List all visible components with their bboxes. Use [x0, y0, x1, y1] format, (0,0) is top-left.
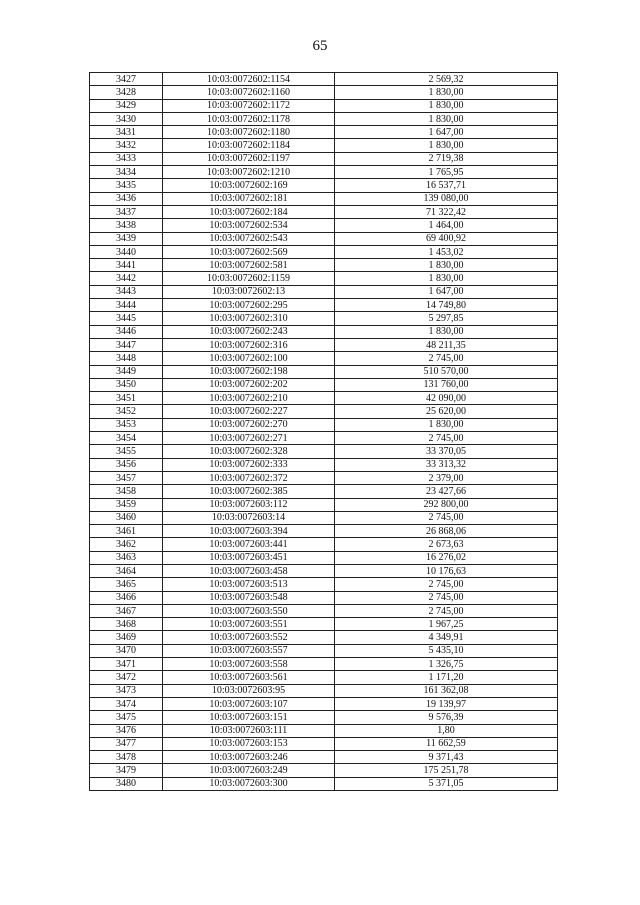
- row-number-cell: 3444: [90, 299, 163, 312]
- cadastral-value-cell: 2 745,00: [335, 511, 558, 524]
- table-row: [90, 86, 558, 99]
- cadastral-value-cell: 161 362,08: [335, 684, 558, 697]
- row-number-cell: 3457: [90, 471, 163, 484]
- cadastral-number-cell: 10:03:0072603:513: [163, 578, 335, 591]
- cadastral-number-cell: 10:03:0072603:107: [163, 697, 335, 710]
- cadastral-value-cell: 2 569,32: [335, 73, 558, 86]
- row-number-cell: 3433: [90, 152, 163, 165]
- table-row: [90, 285, 558, 298]
- cadastral-value-cell: 175 251,78: [335, 764, 558, 777]
- row-number-cell: 3455: [90, 445, 163, 458]
- cadastral-number-cell: 10:03:0072602:310: [163, 312, 335, 325]
- cadastral-number-cell: 10:03:0072603:441: [163, 538, 335, 551]
- cadastral-value-cell: 2 745,00: [335, 432, 558, 445]
- table-row: [90, 219, 558, 232]
- table-row: [90, 126, 558, 139]
- cadastral-value-cell: 23 427,66: [335, 485, 558, 498]
- row-number-cell: 3443: [90, 285, 163, 298]
- cadastral-value-cell: 9 371,43: [335, 751, 558, 764]
- row-number-cell: 3436: [90, 192, 163, 205]
- row-number-cell: 3442: [90, 272, 163, 285]
- cadastral-value-cell: 1 830,00: [335, 99, 558, 112]
- cadastral-number-cell: 10:03:0072602:534: [163, 219, 335, 232]
- row-number-cell: 3451: [90, 392, 163, 405]
- cadastral-value-cell: 1 453,02: [335, 245, 558, 258]
- row-number-cell: 3472: [90, 671, 163, 684]
- cadastral-value-cell: 1 830,00: [335, 259, 558, 272]
- table-row: [90, 471, 558, 484]
- cadastral-number-cell: 10:03:0072603:561: [163, 671, 335, 684]
- row-number-cell: 3464: [90, 564, 163, 577]
- cadastral-value-cell: 9 576,39: [335, 711, 558, 724]
- row-number-cell: 3465: [90, 578, 163, 591]
- cadastral-number-cell: 10:03:0072602:1154: [163, 73, 335, 86]
- row-number-cell: 3449: [90, 365, 163, 378]
- cadastral-value-cell: 2 745,00: [335, 604, 558, 617]
- table-row: [90, 751, 558, 764]
- cadastral-value-cell: 1 464,00: [335, 219, 558, 232]
- cadastral-value-cell: 2 673,63: [335, 538, 558, 551]
- cadastral-value-cell: 10 176,63: [335, 564, 558, 577]
- cadastral-value-cell: 33 370,05: [335, 445, 558, 458]
- row-number-cell: 3479: [90, 764, 163, 777]
- cadastral-number-cell: 10:03:0072602:1159: [163, 272, 335, 285]
- cadastral-value-cell: 69 400,92: [335, 232, 558, 245]
- cadastral-number-cell: 10:03:0072603:95: [163, 684, 335, 697]
- cadastral-number-cell: 10:03:0072603:111: [163, 724, 335, 737]
- table-row: [90, 192, 558, 205]
- row-number-cell: 3435: [90, 179, 163, 192]
- cadastral-value-cell: 1 830,00: [335, 418, 558, 431]
- table-row: [90, 711, 558, 724]
- table-row: [90, 299, 558, 312]
- table-row: [90, 365, 558, 378]
- row-number-cell: 3466: [90, 591, 163, 604]
- cadastral-number-cell: 10:03:0072602:243: [163, 325, 335, 338]
- cadastral-number-cell: 10:03:0072603:300: [163, 777, 335, 790]
- table-body: [90, 73, 558, 791]
- cadastral-value-cell: 2 379,00: [335, 471, 558, 484]
- cadastral-value-cell: 71 322,42: [335, 205, 558, 218]
- cadastral-value-cell: 1 171,20: [335, 671, 558, 684]
- cadastral-value-cell: 16 537,71: [335, 179, 558, 192]
- table-row: [90, 737, 558, 750]
- cadastral-value-cell: 139 080,00: [335, 192, 558, 205]
- cadastral-number-cell: 10:03:0072603:112: [163, 498, 335, 511]
- cadastral-number-cell: 10:03:0072603:552: [163, 631, 335, 644]
- cadastral-number-cell: 10:03:0072602:227: [163, 405, 335, 418]
- row-number-cell: 3459: [90, 498, 163, 511]
- table-row: [90, 684, 558, 697]
- row-number-cell: 3427: [90, 73, 163, 86]
- row-number-cell: 3428: [90, 86, 163, 99]
- cadastral-number-cell: 10:03:0072603:551: [163, 618, 335, 631]
- cadastral-value-cell: 42 090,00: [335, 392, 558, 405]
- cadastral-value-cell: 1 830,00: [335, 112, 558, 125]
- cadastral-value-cell: 1 326,75: [335, 658, 558, 671]
- table-row: [90, 378, 558, 391]
- cadastral-number-cell: 10:03:0072603:153: [163, 737, 335, 750]
- cadastral-number-cell: 10:03:0072602:210: [163, 392, 335, 405]
- table-row: [90, 338, 558, 351]
- row-number-cell: 3474: [90, 697, 163, 710]
- table-row: [90, 392, 558, 405]
- cadastral-number-cell: 10:03:0072603:548: [163, 591, 335, 604]
- cadastral-number-cell: 10:03:0072602:181: [163, 192, 335, 205]
- row-number-cell: 3447: [90, 338, 163, 351]
- cadastral-number-cell: 10:03:0072602:1210: [163, 166, 335, 179]
- table-row: [90, 166, 558, 179]
- table-row: [90, 405, 558, 418]
- row-number-cell: 3446: [90, 325, 163, 338]
- table-row: [90, 205, 558, 218]
- row-number-cell: 3429: [90, 99, 163, 112]
- table-row: [90, 511, 558, 524]
- row-number-cell: 3439: [90, 232, 163, 245]
- cadastral-number-cell: 10:03:0072602:385: [163, 485, 335, 498]
- cadastral-number-cell: 10:03:0072602:581: [163, 259, 335, 272]
- cadastral-number-cell: 10:03:0072603:394: [163, 525, 335, 538]
- cadastral-value-cell: 1,80: [335, 724, 558, 737]
- cadastral-number-cell: 10:03:0072603:458: [163, 564, 335, 577]
- cadastral-value-cell: 14 749,80: [335, 299, 558, 312]
- row-number-cell: 3475: [90, 711, 163, 724]
- row-number-cell: 3452: [90, 405, 163, 418]
- table-row: [90, 604, 558, 617]
- table-row: [90, 671, 558, 684]
- cadastral-value-cell: 2 745,00: [335, 578, 558, 591]
- cadastral-value-cell: 2 719,38: [335, 152, 558, 165]
- table-row: [90, 724, 558, 737]
- cadastral-number-cell: 10:03:0072602:1184: [163, 139, 335, 152]
- row-number-cell: 3478: [90, 751, 163, 764]
- cadastral-value-cell: 1 830,00: [335, 86, 558, 99]
- cadastral-number-cell: 10:03:0072602:1172: [163, 99, 335, 112]
- table-row: [90, 658, 558, 671]
- cadastral-value-cell: 1 647,00: [335, 285, 558, 298]
- table-row: [90, 325, 558, 338]
- table-row: [90, 458, 558, 471]
- cadastral-number-cell: 10:03:0072602:1180: [163, 126, 335, 139]
- cadastral-number-cell: 10:03:0072603:14: [163, 511, 335, 524]
- row-number-cell: 3434: [90, 166, 163, 179]
- table-row: [90, 445, 558, 458]
- table-row: [90, 73, 558, 86]
- cadastral-number-cell: 10:03:0072602:100: [163, 352, 335, 365]
- cadastral-value-cell: 19 139,97: [335, 697, 558, 710]
- cadastral-value-cell: 2 745,00: [335, 352, 558, 365]
- row-number-cell: 3477: [90, 737, 163, 750]
- cadastral-value-cell: 292 800,00: [335, 498, 558, 511]
- row-number-cell: 3473: [90, 684, 163, 697]
- row-number-cell: 3463: [90, 551, 163, 564]
- table-row: [90, 564, 558, 577]
- table-row: [90, 498, 558, 511]
- cadastral-number-cell: 10:03:0072602:295: [163, 299, 335, 312]
- table-row: [90, 578, 558, 591]
- table-row: [90, 525, 558, 538]
- cadastral-value-table: [89, 72, 558, 791]
- table-row: [90, 591, 558, 604]
- table-row: [90, 644, 558, 657]
- row-number-cell: 3458: [90, 485, 163, 498]
- cadastral-value-cell: 25 620,00: [335, 405, 558, 418]
- cadastral-number-cell: 10:03:0072602:316: [163, 338, 335, 351]
- cadastral-value-cell: 48 211,35: [335, 338, 558, 351]
- table-row: [90, 179, 558, 192]
- row-number-cell: 3450: [90, 378, 163, 391]
- row-number-cell: 3430: [90, 112, 163, 125]
- row-number-cell: 3476: [90, 724, 163, 737]
- cadastral-value-cell: 11 662,59: [335, 737, 558, 750]
- table-row: [90, 245, 558, 258]
- row-number-cell: 3462: [90, 538, 163, 551]
- cadastral-value-cell: 1 765,95: [335, 166, 558, 179]
- cadastral-value-cell: 131 760,00: [335, 378, 558, 391]
- cadastral-number-cell: 10:03:0072603:249: [163, 764, 335, 777]
- row-number-cell: 3437: [90, 205, 163, 218]
- table-row: [90, 631, 558, 644]
- row-number-cell: 3471: [90, 658, 163, 671]
- cadastral-number-cell: 10:03:0072602:13: [163, 285, 335, 298]
- row-number-cell: 3468: [90, 618, 163, 631]
- cadastral-number-cell: 10:03:0072603:558: [163, 658, 335, 671]
- table-row: [90, 618, 558, 631]
- table-row: [90, 152, 558, 165]
- table-row: [90, 418, 558, 431]
- cadastral-number-cell: 10:03:0072602:328: [163, 445, 335, 458]
- cadastral-value-cell: 16 276,02: [335, 551, 558, 564]
- cadastral-number-cell: 10:03:0072603:246: [163, 751, 335, 764]
- row-number-cell: 3445: [90, 312, 163, 325]
- cadastral-number-cell: 10:03:0072602:271: [163, 432, 335, 445]
- table-row: [90, 232, 558, 245]
- table-row: [90, 352, 558, 365]
- cadastral-value-cell: 510 570,00: [335, 365, 558, 378]
- table-row: [90, 99, 558, 112]
- cadastral-value-cell: 1 647,00: [335, 126, 558, 139]
- table-row: [90, 697, 558, 710]
- table-row: [90, 551, 558, 564]
- cadastral-number-cell: 10:03:0072602:1160: [163, 86, 335, 99]
- cadastral-number-cell: 10:03:0072602:169: [163, 179, 335, 192]
- cadastral-number-cell: 10:03:0072602:372: [163, 471, 335, 484]
- row-number-cell: 3480: [90, 777, 163, 790]
- cadastral-number-cell: 10:03:0072602:1197: [163, 152, 335, 165]
- table-row: [90, 538, 558, 551]
- cadastral-value-cell: 1 830,00: [335, 272, 558, 285]
- cadastral-value-cell: 1 830,00: [335, 325, 558, 338]
- row-number-cell: 3431: [90, 126, 163, 139]
- cadastral-value-cell: 33 313,32: [335, 458, 558, 471]
- cadastral-value-cell: 1 967,25: [335, 618, 558, 631]
- cadastral-value-cell: 5 371,05: [335, 777, 558, 790]
- cadastral-value-cell: 5 297,85: [335, 312, 558, 325]
- cadastral-number-cell: 10:03:0072602:543: [163, 232, 335, 245]
- cadastral-value-cell: 4 349,91: [335, 631, 558, 644]
- row-number-cell: 3469: [90, 631, 163, 644]
- row-number-cell: 3438: [90, 219, 163, 232]
- cadastral-number-cell: 10:03:0072602:270: [163, 418, 335, 431]
- table-row: [90, 112, 558, 125]
- cadastral-number-cell: 10:03:0072602:184: [163, 205, 335, 218]
- table-row: [90, 139, 558, 152]
- cadastral-number-cell: 10:03:0072602:198: [163, 365, 335, 378]
- table-row: [90, 777, 558, 790]
- table-row: [90, 259, 558, 272]
- cadastral-number-cell: 10:03:0072602:202: [163, 378, 335, 391]
- row-number-cell: 3454: [90, 432, 163, 445]
- row-number-cell: 3432: [90, 139, 163, 152]
- table-row: [90, 485, 558, 498]
- row-number-cell: 3441: [90, 259, 163, 272]
- row-number-cell: 3461: [90, 525, 163, 538]
- cadastral-number-cell: 10:03:0072603:451: [163, 551, 335, 564]
- row-number-cell: 3470: [90, 644, 163, 657]
- table-row: [90, 764, 558, 777]
- table-row: [90, 312, 558, 325]
- table-row: [90, 432, 558, 445]
- cadastral-number-cell: 10:03:0072602:1178: [163, 112, 335, 125]
- row-number-cell: 3453: [90, 418, 163, 431]
- row-number-cell: 3467: [90, 604, 163, 617]
- cadastral-number-cell: 10:03:0072603:557: [163, 644, 335, 657]
- cadastral-value-cell: 1 830,00: [335, 139, 558, 152]
- cadastral-value-cell: 26 868,06: [335, 525, 558, 538]
- cadastral-number-cell: 10:03:0072603:550: [163, 604, 335, 617]
- cadastral-value-cell: 2 745,00: [335, 591, 558, 604]
- table-row: [90, 272, 558, 285]
- cadastral-number-cell: 10:03:0072603:151: [163, 711, 335, 724]
- cadastral-number-cell: 10:03:0072602:569: [163, 245, 335, 258]
- cadastral-number-cell: 10:03:0072602:333: [163, 458, 335, 471]
- row-number-cell: 3456: [90, 458, 163, 471]
- cadastral-value-cell: 5 435,10: [335, 644, 558, 657]
- row-number-cell: 3440: [90, 245, 163, 258]
- row-number-cell: 3448: [90, 352, 163, 365]
- row-number-cell: 3460: [90, 511, 163, 524]
- page-number: 65: [312, 38, 328, 54]
